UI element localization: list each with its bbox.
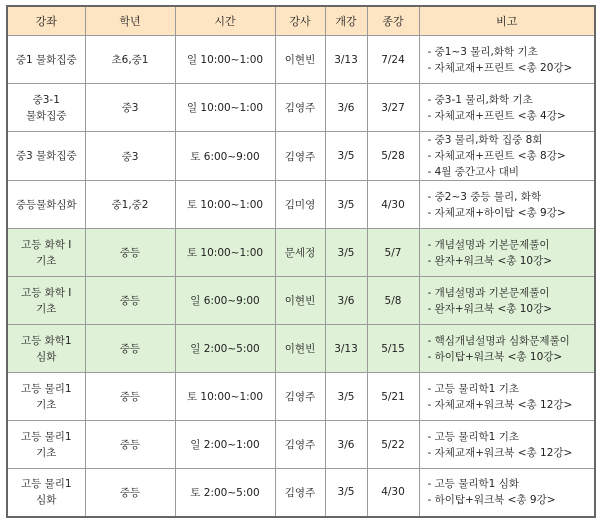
note-line: - 중1~3 물리,화학 기초 <box>427 45 538 58</box>
cell-end: 5/7 <box>367 229 419 277</box>
cell-grade: 중등 <box>85 325 175 373</box>
cell-start: 3/6 <box>325 277 367 325</box>
schedule-container <box>6 5 594 515</box>
cell-start: 3/5 <box>325 181 367 229</box>
table-row <box>7 325 595 373</box>
header-course: 강좌 <box>7 6 85 36</box>
cell-teacher: 이현빈 <box>275 325 325 373</box>
table-row <box>7 373 595 421</box>
cell-time: 일 10:00~1:00 <box>175 36 275 84</box>
course-name-line: 고등 화학 I <box>21 238 72 251</box>
note-line: - 개념설명과 기본문제풀이 <box>427 286 550 299</box>
cell-start: 3/13 <box>325 325 367 373</box>
cell-time: 토 6:00~9:00 <box>175 132 275 181</box>
cell-end: 5/21 <box>367 373 419 421</box>
cell-time: 토 10:00~1:00 <box>175 373 275 421</box>
note-line: - 핵심개념설명과 심화문제풀이 <box>427 334 570 347</box>
cell-end: 3/27 <box>367 84 419 132</box>
header-start: 개강 <box>325 6 367 36</box>
course-name-line: 중3 물화집중 <box>15 150 77 162</box>
header-time: 시간 <box>175 6 275 36</box>
cell-grade: 중3 <box>85 84 175 132</box>
cell-end: 5/22 <box>367 421 419 469</box>
cell-grade: 중등 <box>85 421 175 469</box>
note-line: - 고등 물리학1 심화 <box>427 478 519 491</box>
course-schedule-table <box>6 5 596 518</box>
cell-end: 5/15 <box>367 325 419 373</box>
course-name-line: 고등 물리1 <box>20 478 72 491</box>
cell-course <box>7 421 85 469</box>
course-name-line: 기초 <box>36 254 57 267</box>
cell-start: 3/6 <box>325 421 367 469</box>
cell-start: 3/6 <box>325 84 367 132</box>
cell-course <box>7 277 85 325</box>
cell-grade: 중등 <box>85 373 175 421</box>
note-line: - 하이탑+워크북 <총 10강> <box>427 350 563 363</box>
cell-note <box>419 229 595 277</box>
cell-start: 3/5 <box>325 469 367 517</box>
cell-teacher: 문세정 <box>275 229 325 277</box>
cell-note <box>419 277 595 325</box>
course-name-line: 심화 <box>36 494 57 507</box>
note-line: - 자체교재+프린트 <총 20강> <box>427 61 573 74</box>
cell-grade: 중등 <box>85 229 175 277</box>
note-line: - 하이탑+워크북 <총 9강> <box>427 494 556 507</box>
cell-note <box>419 36 595 84</box>
cell-end: 4/30 <box>367 181 419 229</box>
cell-teacher: 이현빈 <box>275 277 325 325</box>
cell-end: 5/28 <box>367 132 419 181</box>
cell-teacher: 김영주 <box>275 421 325 469</box>
cell-course <box>7 181 85 229</box>
header-grade: 학년 <box>85 6 175 36</box>
cell-course <box>7 373 85 421</box>
cell-start: 3/13 <box>325 36 367 84</box>
note-line: - 고등 물리학1 기초 <box>427 382 519 395</box>
note-line: - 중3 물리,화학 집중 8회 <box>427 134 543 146</box>
note-line: - 자체교재+프린트 <총 8강> <box>427 150 566 162</box>
cell-end: 5/8 <box>367 277 419 325</box>
cell-teacher: 이현빈 <box>275 36 325 84</box>
cell-grade: 중3 <box>85 132 175 181</box>
cell-grade: 중등 <box>85 277 175 325</box>
note-line: - 완자+워크북 <총 10강> <box>427 302 553 315</box>
course-name-line: 중등물화심화 <box>15 198 77 211</box>
cell-teacher: 김영주 <box>275 84 325 132</box>
note-line: - 개념설명과 기본문제풀이 <box>427 238 550 251</box>
course-name-line: 고등 화학 I <box>21 286 72 299</box>
note-line: - 중3-1 물리,화학 기초 <box>427 93 533 106</box>
table-row <box>7 181 595 229</box>
note-line: - 자체교재+워크북 <총 12강> <box>427 446 573 459</box>
cell-grade: 중등 <box>85 469 175 517</box>
note-line: - 자체교재+프린트 <총 4강> <box>427 109 566 122</box>
note-line: - 완자+워크북 <총 10강> <box>427 254 553 267</box>
course-name-line: 기초 <box>36 398 57 411</box>
cell-course <box>7 36 85 84</box>
cell-time: 일 6:00~9:00 <box>175 277 275 325</box>
note-line: - 4월 중간고사 대비 <box>427 166 519 178</box>
cell-start: 3/5 <box>325 132 367 181</box>
cell-teacher: 김영주 <box>275 373 325 421</box>
course-name-line: 고등 물리1 <box>20 430 72 443</box>
course-name-line: 고등 화학1 <box>20 334 72 347</box>
cell-time: 토 2:00~5:00 <box>175 469 275 517</box>
cell-note <box>419 373 595 421</box>
cell-teacher: 김미영 <box>275 181 325 229</box>
cell-start: 3/5 <box>325 373 367 421</box>
cell-note <box>419 469 595 517</box>
table-row <box>7 132 595 181</box>
cell-start: 3/5 <box>325 229 367 277</box>
table-row <box>7 84 595 132</box>
table-row <box>7 229 595 277</box>
cell-time: 일 10:00~1:00 <box>175 84 275 132</box>
cell-time: 토 10:00~1:00 <box>175 229 275 277</box>
table-row <box>7 469 595 517</box>
course-name-line: 중1 물화집중 <box>15 53 77 66</box>
cell-time: 토 10:00~1:00 <box>175 181 275 229</box>
cell-course <box>7 229 85 277</box>
course-name-line: 고등 물리1 <box>20 382 72 395</box>
note-line: - 자체교재+하이탑 <총 9강> <box>427 206 566 219</box>
cell-teacher: 김영주 <box>275 469 325 517</box>
cell-note <box>419 325 595 373</box>
cell-note <box>419 421 595 469</box>
cell-note <box>419 181 595 229</box>
cell-course <box>7 325 85 373</box>
table-row <box>7 421 595 469</box>
cell-course <box>7 469 85 517</box>
cell-teacher: 김영주 <box>275 132 325 181</box>
course-name-line: 기초 <box>36 446 57 459</box>
header-end: 종강 <box>367 6 419 36</box>
note-line: - 중2~3 중등 물리, 화학 <box>427 190 542 203</box>
cell-time: 일 2:00~1:00 <box>175 421 275 469</box>
course-name-line: 기초 <box>36 302 57 315</box>
header-teacher: 강사 <box>275 6 325 36</box>
header-row <box>7 6 595 36</box>
table-row <box>7 277 595 325</box>
cell-end: 4/30 <box>367 469 419 517</box>
course-name-line: 심화 <box>36 350 57 363</box>
note-line: - 자체교재+워크북 <총 12강> <box>427 398 573 411</box>
header-note: 비고 <box>419 6 595 36</box>
cell-end: 7/24 <box>367 36 419 84</box>
course-name-line: 물화집중 <box>25 109 67 122</box>
cell-course <box>7 84 85 132</box>
table-row <box>7 36 595 84</box>
cell-grade: 중1,중2 <box>85 181 175 229</box>
note-line: - 고등 물리학1 기초 <box>427 430 519 443</box>
schedule-body <box>7 36 595 517</box>
cell-time: 일 2:00~5:00 <box>175 325 275 373</box>
cell-note <box>419 84 595 132</box>
cell-course <box>7 132 85 181</box>
cell-note <box>419 132 595 181</box>
course-name-line: 중3-1 <box>32 93 60 106</box>
cell-grade: 초6,중1 <box>85 36 175 84</box>
